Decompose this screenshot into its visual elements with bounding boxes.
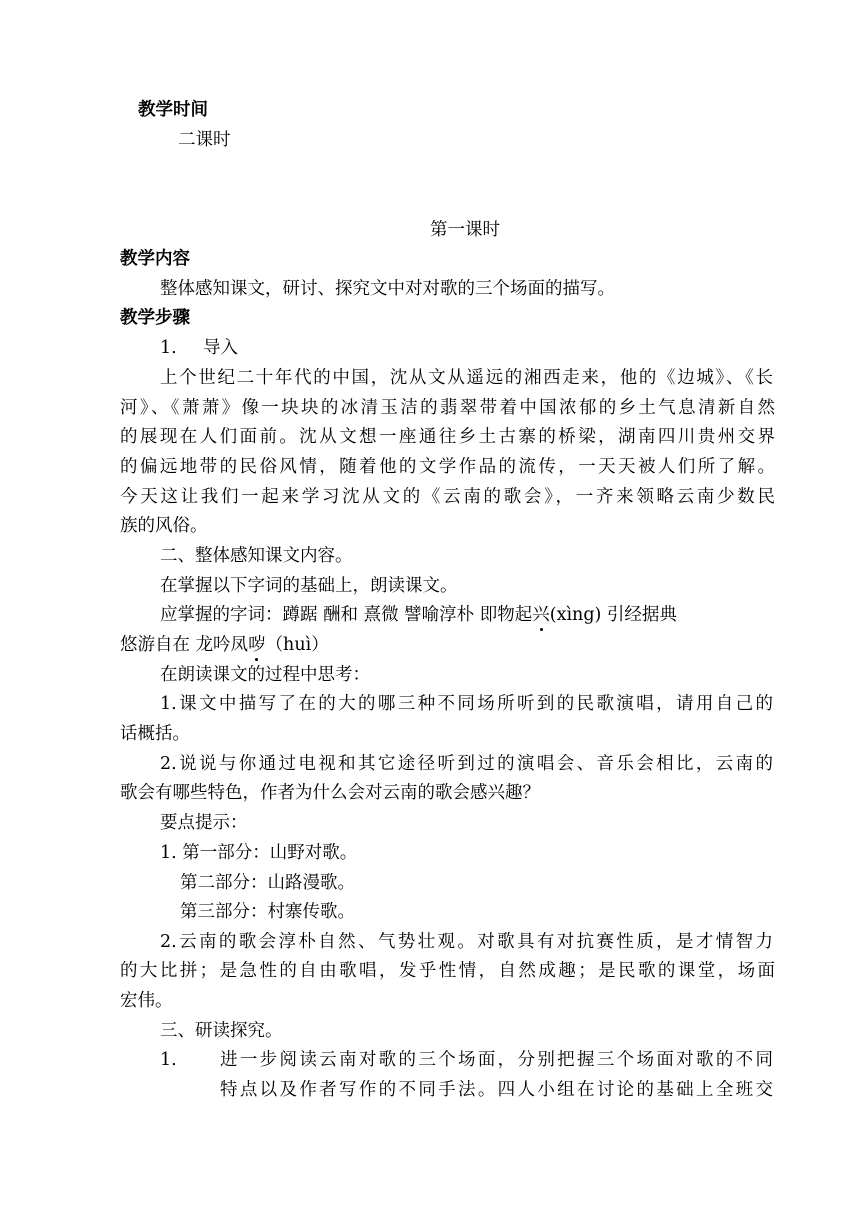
vocab-text: （huì） [265,635,329,655]
step1-label: 导入 [203,338,238,358]
tip-item: 第二部分：山路漫歌。 [180,873,355,893]
step2-intro: 在掌握以下字词的基础上，朗读课文。 [160,576,458,596]
vocab-emphasis: 哕 [248,635,266,655]
question-line: 话概括。 [120,724,190,744]
tip-item: 第三部分：村寨传歌。 [180,902,355,922]
paragraph-line: 上个世纪二十年代的中国，沈从文从遥远的湘西走来，他的《边城》、《长 [160,368,773,388]
step3-item-line: 进一步阅读云南对歌的三个场面，分别把握三个场面对歌的不同 [220,1050,773,1070]
vocab-emphasis: 兴 [532,605,550,625]
step3-item-line: 特点以及作者写作的不同手法。四人小组在讨论的基础上全班交 [220,1080,773,1100]
step1-number: 1. [160,338,177,358]
paragraph-line: 族的风俗。 [120,516,208,536]
think-intro: 在朗读课文的过程中思考： [160,665,370,685]
paragraph-line: 的展现在人们面前。沈从文想一座通往乡土古寨的桥梁，湖南四川贵州交界 [120,427,775,447]
paragraph-line: 今天这让我们一起来学习沈从文的《云南的歌会》，一齐来领略云南少数民 [120,487,775,507]
tip-summary-line: 的大比拼；是急性的自由歌唱，发乎性情，自然成趣；是民歌的课堂，场面 [120,961,775,981]
step2-heading: 二、整体感知课文内容。 [160,546,353,566]
content-text: 整体感知课文，研讨、探究文中对对歌的三个场面的描写。 [160,279,615,299]
vocab-text: 应掌握的字词：蹲踞 酬和 熹微 譬喻淳朴 即物起 [160,605,533,625]
paragraph-line: 河》、《萧萧》像一块块的冰清玉洁的翡翠带着中国浓郁的乡土气息清新自然 [120,398,775,418]
tip-summary-line: 2.云南的歌会淳朴自然、气势壮观。对歌具有对抗赛性质，是才情智力 [160,932,773,952]
tip-summary-line: 宏伟。 [120,991,173,1011]
section-value: 二课时 [178,130,231,150]
content-heading: 教学内容 [120,249,190,269]
question-line: 1.课文中描写了在的大的哪三种不同场所听到的民歌演唱，请用自己的 [160,694,773,714]
section-title: 教学时间 [138,100,208,120]
tips-heading: 要点提示： [160,813,248,833]
vocab-text: 悠游自在 龙吟凤 [120,635,249,655]
vocab-line [120,634,775,656]
vocab-line [160,604,773,626]
step3-item-number: 1. [160,1050,177,1070]
lesson-title: 第一课时 [430,220,500,240]
question-line: 2.说说与你通过电视和其它途径听到过的演唱会、音乐会相比，云南的 [160,754,773,774]
vocab-text: (xìng) 引经据典 [549,605,677,625]
question-line: 歌会有哪些特色，作者为什么会对云南的歌会感兴趣？ [120,783,540,803]
paragraph-line: 的偏远地带的民俗风情，随着他的文学作品的流传，一天天被人们所了解。 [120,457,775,477]
tip-item: 1. 第一部分：山野对歌。 [160,843,358,863]
step3-heading: 三、研读探究。 [160,1021,283,1041]
steps-heading: 教学步骤 [120,308,190,328]
